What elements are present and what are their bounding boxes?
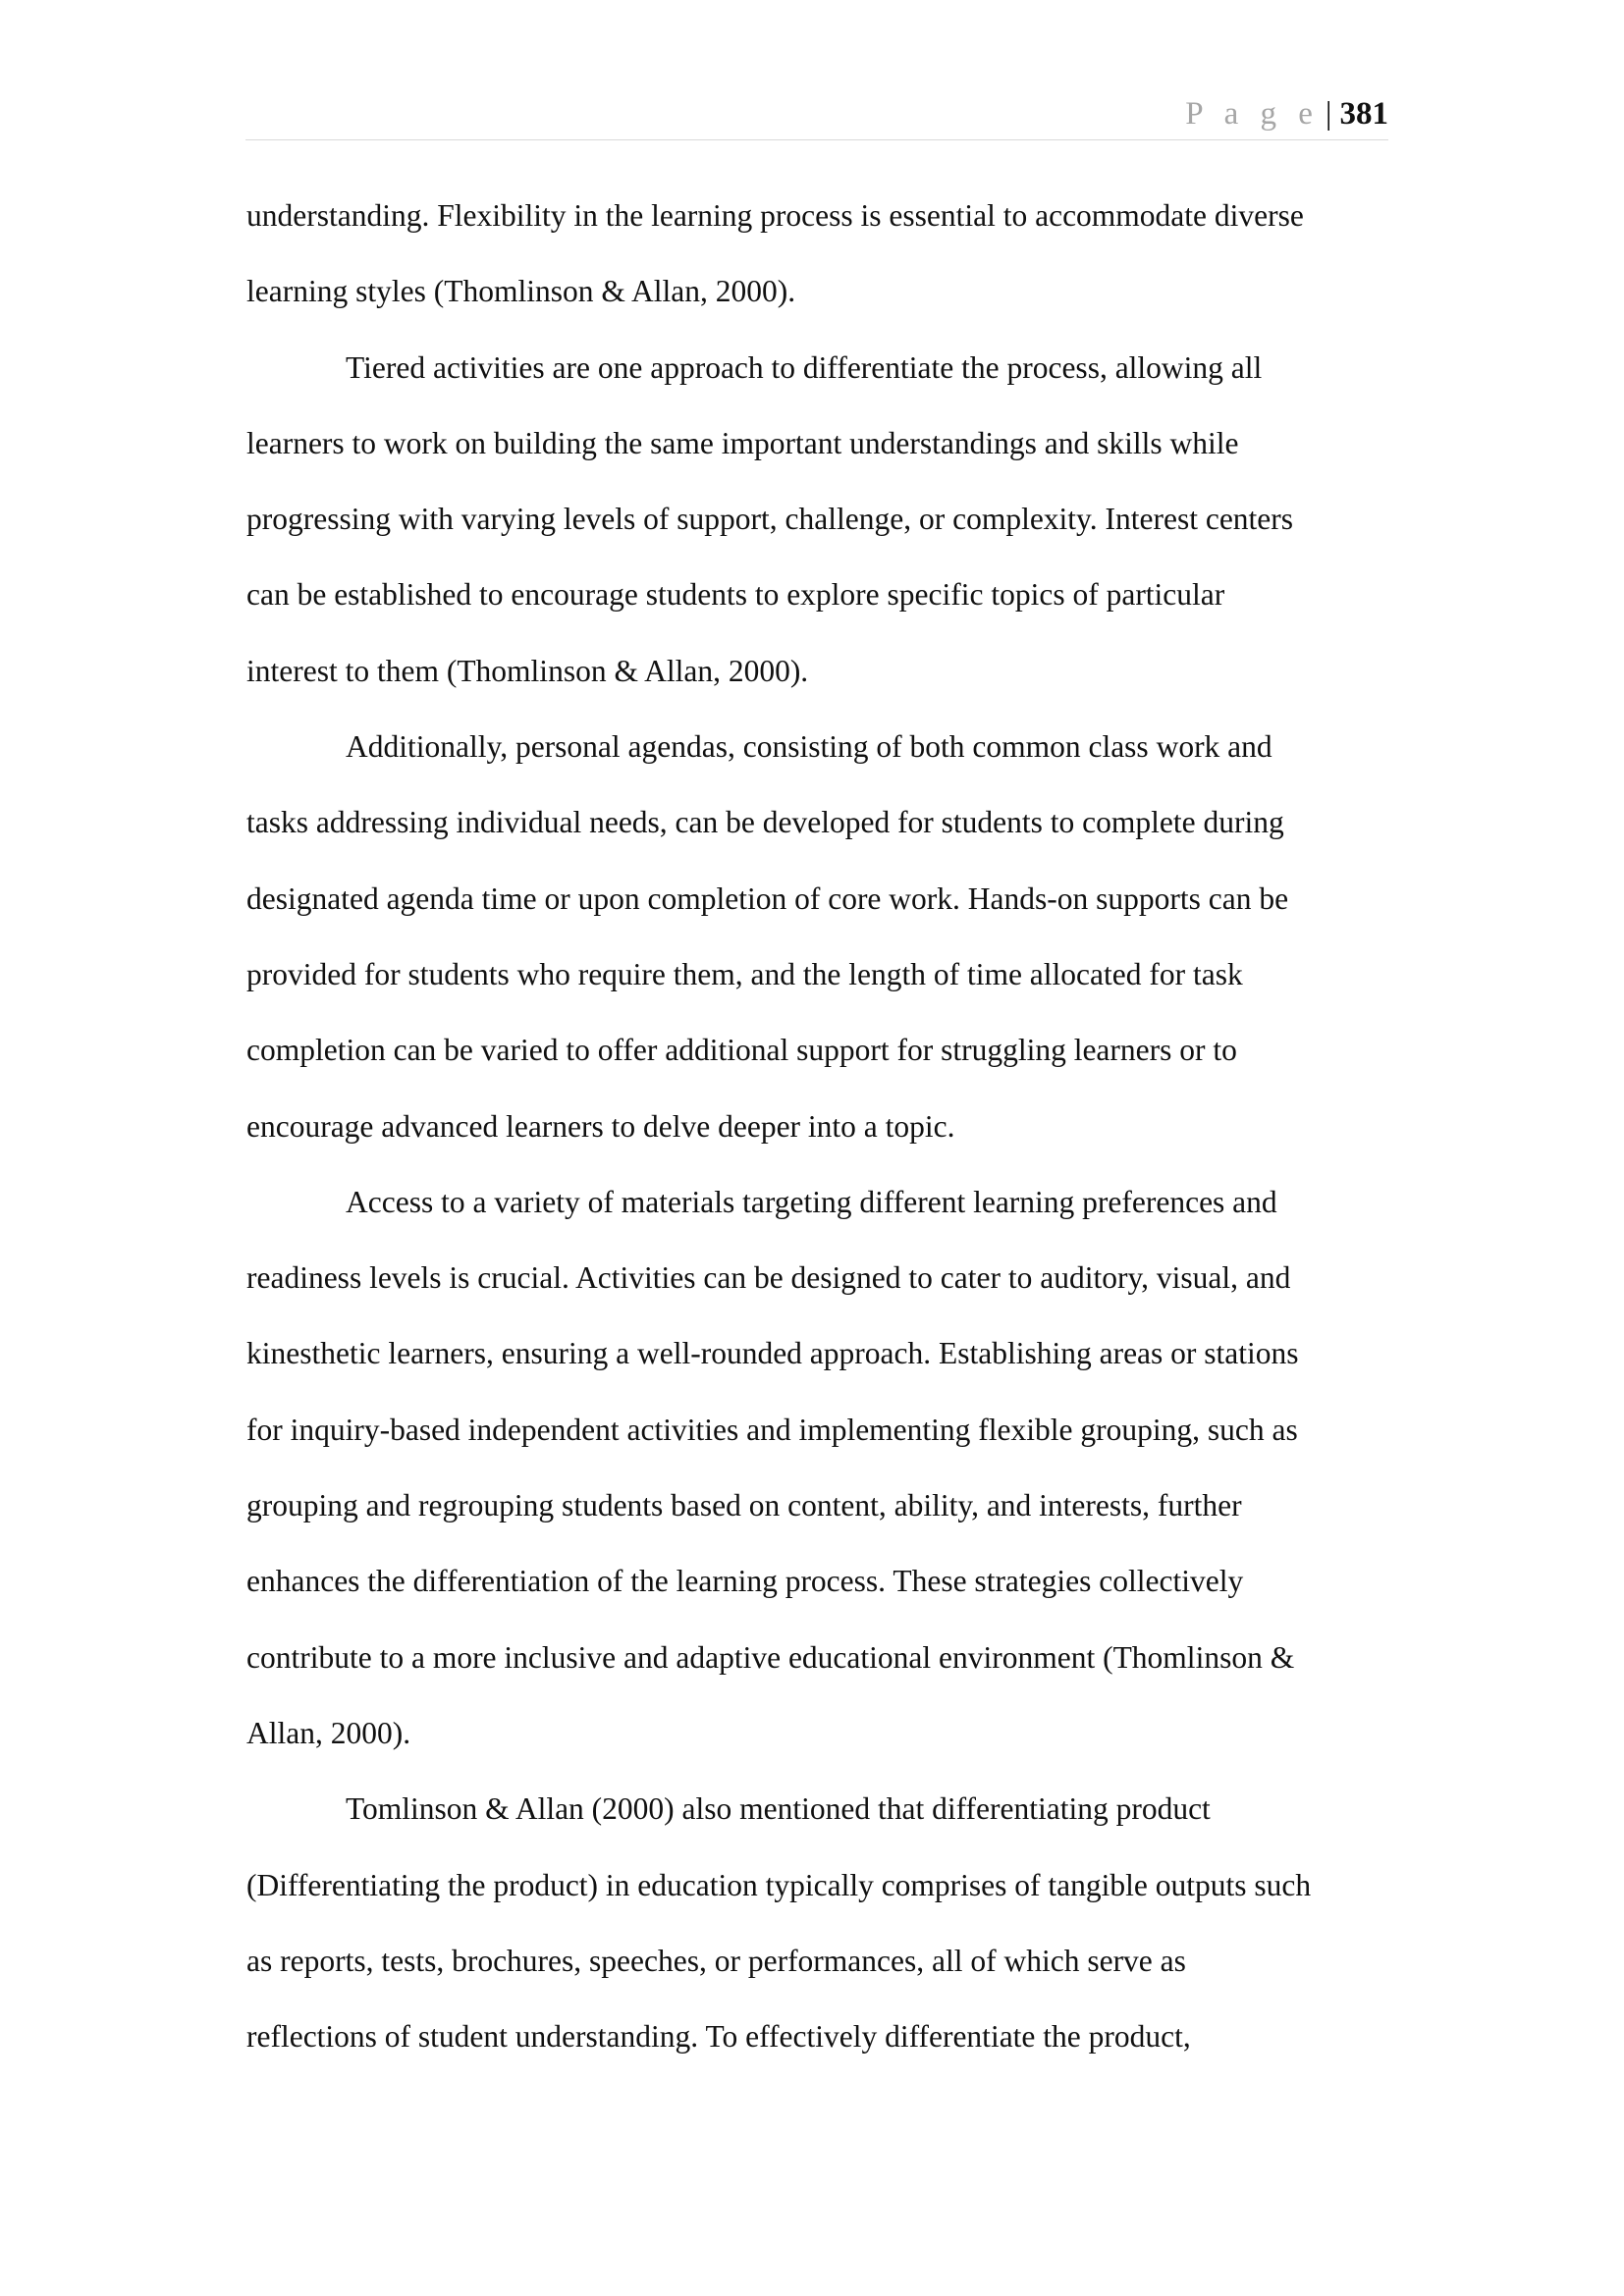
text-line: as reports, tests, brochures, speeches, or performances, all of which serve as [246,1943,1186,1978]
text-line: Additionally, personal agendas, consisting of both common class work and [346,729,1272,765]
text-line: (Differentiating the product) in education typically comprises of tangible outputs such [246,1867,1312,1902]
text-line: grouping and regrouping students based on content, ability, and interests, further [246,1488,1242,1523]
text-line: for inquiry-based independent activities and implementing flexible grouping, such as [246,1412,1298,1447]
page-word: P a g e [1185,96,1320,132]
text-line: Tiered activities are one approach to differentiate the process, allowing all [346,349,1263,385]
text-line: tasks addressing individual needs, can be developed for students to complete during [246,805,1284,840]
page-number: 381 [1339,96,1388,132]
text-line: interest to them (Thomlinson & Allan, 2000). [246,653,809,688]
text-line: understanding. Flexibility in the learning process is essential to accommodate diverse [246,198,1304,233]
text-line: can be established to encourage students to explore specific topics of particular [246,577,1225,613]
text-line: contribute to a more inclusive and adaptive educational environment (Thomlinson & [246,1639,1295,1675]
page-header [245,94,1388,140]
text-line: encourage advanced learners to delve deeper into a topic. [246,1108,955,1144]
body-text [246,190,1395,2087]
page-number-label [1185,94,1388,133]
text-line: readiness levels is crucial. Activities can be designed to cater to auditory, visual, and [246,1260,1291,1296]
text-line: progressing with varying levels of support, challenge, or complexity. Interest centers [246,502,1294,537]
text-line: Access to a variety of materials targeting different learning preferences and [346,1184,1277,1219]
text-line: completion can be varied to offer additional support for struggling learners or to [246,1033,1237,1068]
text-line: learning styles (Thomlinson & Allan, 2000). [246,274,796,309]
text-line: Tomlinson & Allan (2000) also mentioned that differentiating product [346,1791,1211,1827]
text-line: provided for students who require them, and the length of time allocated for task [246,956,1243,991]
text-line: Allan, 2000). [246,1715,411,1750]
text-line: enhances the differentiation of the learning process. These strategies collectively [246,1564,1244,1599]
text-line: designated agenda time or upon completion of core work. Hands-on supports can be [246,881,1289,916]
text-line: learners to work on building the same important understandings and skills while [246,425,1239,460]
text-line: reflections of student understanding. To effectively differentiate the product, [246,2019,1191,2055]
text-line: kinesthetic learners, ensuring a well-rounded approach. Establishing areas or stations [246,1336,1299,1371]
page-separator: | [1325,96,1332,132]
